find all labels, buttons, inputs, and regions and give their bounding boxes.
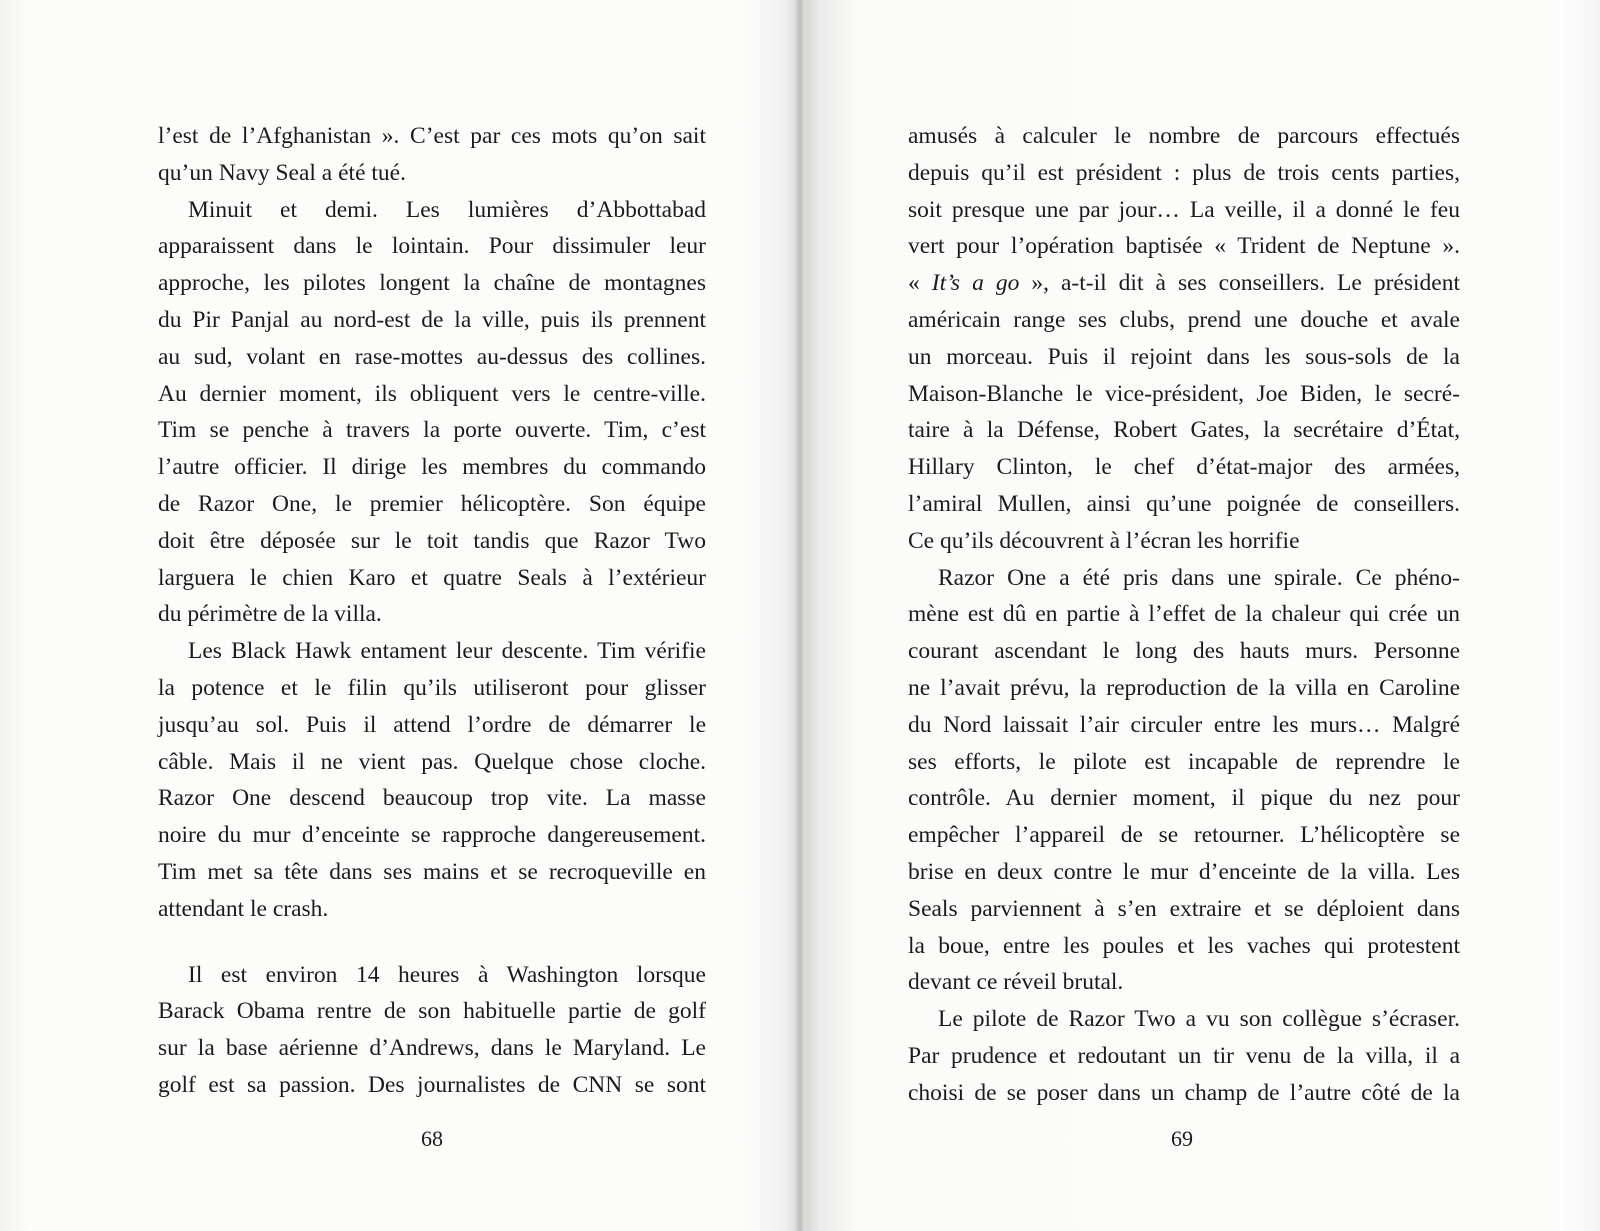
text-line: devant ce réveil brutal. — [908, 969, 1124, 996]
text-line: Maison-Blanche le vice-président, Joe Biden, le secré- — [908, 380, 1460, 407]
text-line: Au dernier moment, ils obliquent vers le centre-ville. — [158, 380, 706, 407]
right-page — [800, 0, 1600, 1231]
text-line: vert pour l’opération baptisée « Trident de Neptune ». — [908, 233, 1460, 260]
text-line: l’amiral Mullen, ainsi qu’une poignée de conseillers. — [908, 490, 1460, 517]
text-line: doit être déposée sur le toit tandis que Razor Two — [158, 527, 706, 554]
text-line: qu’un Navy Seal a été tué. — [158, 159, 406, 186]
text-line: un morceau. Puis il rejoint dans les sous-sols de la — [908, 343, 1460, 370]
text-line: Barack Obama rentre de son habituelle partie de golf — [158, 998, 706, 1025]
text-line: l’est de l’Afghanistan ». C’est par ces mots qu’on sait — [158, 123, 706, 149]
text-line: ses efforts, le pilote est incapable de reprendre le — [908, 748, 1460, 775]
text-line: noire du mur d’enceinte se rapproche dangereusement. — [158, 822, 706, 849]
text-line: Razor One a été pris dans une spirale. Ce phéno- — [938, 564, 1460, 591]
text-line: Seals parviennent à s’en extraire et se déploient dans — [908, 895, 1460, 922]
text-line: approche, les pilotes longent la chaîne de montagnes — [158, 270, 706, 297]
italic-quote: It’s a go — [931, 270, 1020, 297]
text-line: au sud, volant en rase-mottes au-dessus des collines. — [158, 343, 706, 370]
text-line: câble. Mais il ne vient pas. Quelque chose cloche. — [158, 748, 706, 775]
text-line: Par prudence et redoutant un tir venu de la villa, il a — [908, 1042, 1460, 1069]
text-line: apparaissent dans le lointain. Pour dissimuler leur — [158, 233, 706, 260]
text-line: l’autre officier. Il dirige les membres du commando — [158, 454, 706, 481]
text-line: jusqu’au sol. Puis il attend l’ordre de démarrer le — [158, 711, 706, 738]
text-line: Tim met sa tête dans ses mains et se recroqueville en — [158, 858, 706, 885]
text-line: Minuit et demi. Les lumières d’Abbottabad — [188, 196, 706, 223]
text-line: Tim se penche à travers la porte ouverte. Tim, c’est — [158, 417, 706, 444]
text-line: mène est dû en partie à l’effet de la chaleur qui crée un — [908, 601, 1460, 628]
text-line: depuis qu’il est président : plus de trois cents parties, — [908, 159, 1460, 186]
text-line: américain range ses clubs, prend une douche et avale — [908, 306, 1460, 333]
text-line: attendant le crash. — [158, 895, 329, 922]
quote-open: « — [908, 270, 932, 297]
text-line — [908, 265, 1460, 302]
text-line: Les Black Hawk entament leur descente. Tim vérifie — [188, 638, 706, 665]
section-break — [158, 928, 706, 957]
text-line: taire à la Défense, Robert Gates, la secrétaire d’État, — [908, 417, 1460, 444]
right-page-text — [908, 118, 1460, 1112]
page-number: 69 — [1171, 1126, 1193, 1151]
text-line: la potence et le filin qu’ils utiliseront pour glisser — [158, 674, 706, 701]
text-line: Le pilote de Razor Two a vu son collègue s’écraser. — [938, 1006, 1460, 1033]
text-line: Hillary Clinton, le chef d’état-major des armées, — [908, 454, 1460, 481]
text-line: sur la base aérienne d’Andrews, dans le Maryland. Le — [158, 1035, 706, 1062]
left-page-text — [158, 118, 706, 1104]
text-line: empêcher l’appareil de se retourner. L’hélicoptère se — [908, 822, 1460, 849]
text-line: courant ascendant le long des hauts murs. Personne — [908, 638, 1460, 665]
text-line: amusés à calculer le nombre de parcours effectués — [908, 123, 1460, 149]
text-line: du périmètre de la villa. — [158, 601, 382, 628]
text-line: contrôle. Au dernier moment, il pique du nez pour — [908, 785, 1460, 812]
text-line: du Nord laissait l’air circuler entre les murs… Malgré — [908, 711, 1460, 738]
text-line: brise en deux contre le mur d’enceinte de la villa. Les — [908, 858, 1460, 885]
text-line: larguera le chien Karo et quatre Seals à l’extérieur — [158, 564, 706, 591]
text-line: ne l’avait prévu, la reproduction de la villa en Caroline — [908, 674, 1460, 701]
text-line: Ce qu’ils découvrent à l’écran les horrifie — [908, 527, 1300, 554]
text-line: Razor One descend beaucoup trop vite. La masse — [158, 785, 706, 812]
quote-rest: », a-t-il dit à ses conseillers. Le président — [1019, 270, 1460, 297]
text-line: la boue, entre les poules et les vaches qui protestent — [908, 932, 1460, 959]
text-line: Il est environ 14 heures à Washington lorsque — [188, 961, 706, 988]
text-line: de Razor One, le premier hélicoptère. Son équipe — [158, 490, 706, 517]
book-gutter — [794, 0, 806, 1231]
text-line: du Pir Panjal au nord-est de la ville, puis ils prennent — [158, 306, 706, 333]
text-line: choisi de se poser dans un champ de l’autre côté de la — [908, 1079, 1460, 1106]
text-line: golf est sa passion. Des journalistes de CNN se sont — [158, 1071, 706, 1098]
text-line: soit presque une par jour… La veille, il a donné le feu — [908, 196, 1460, 223]
page-number: 68 — [421, 1126, 443, 1151]
